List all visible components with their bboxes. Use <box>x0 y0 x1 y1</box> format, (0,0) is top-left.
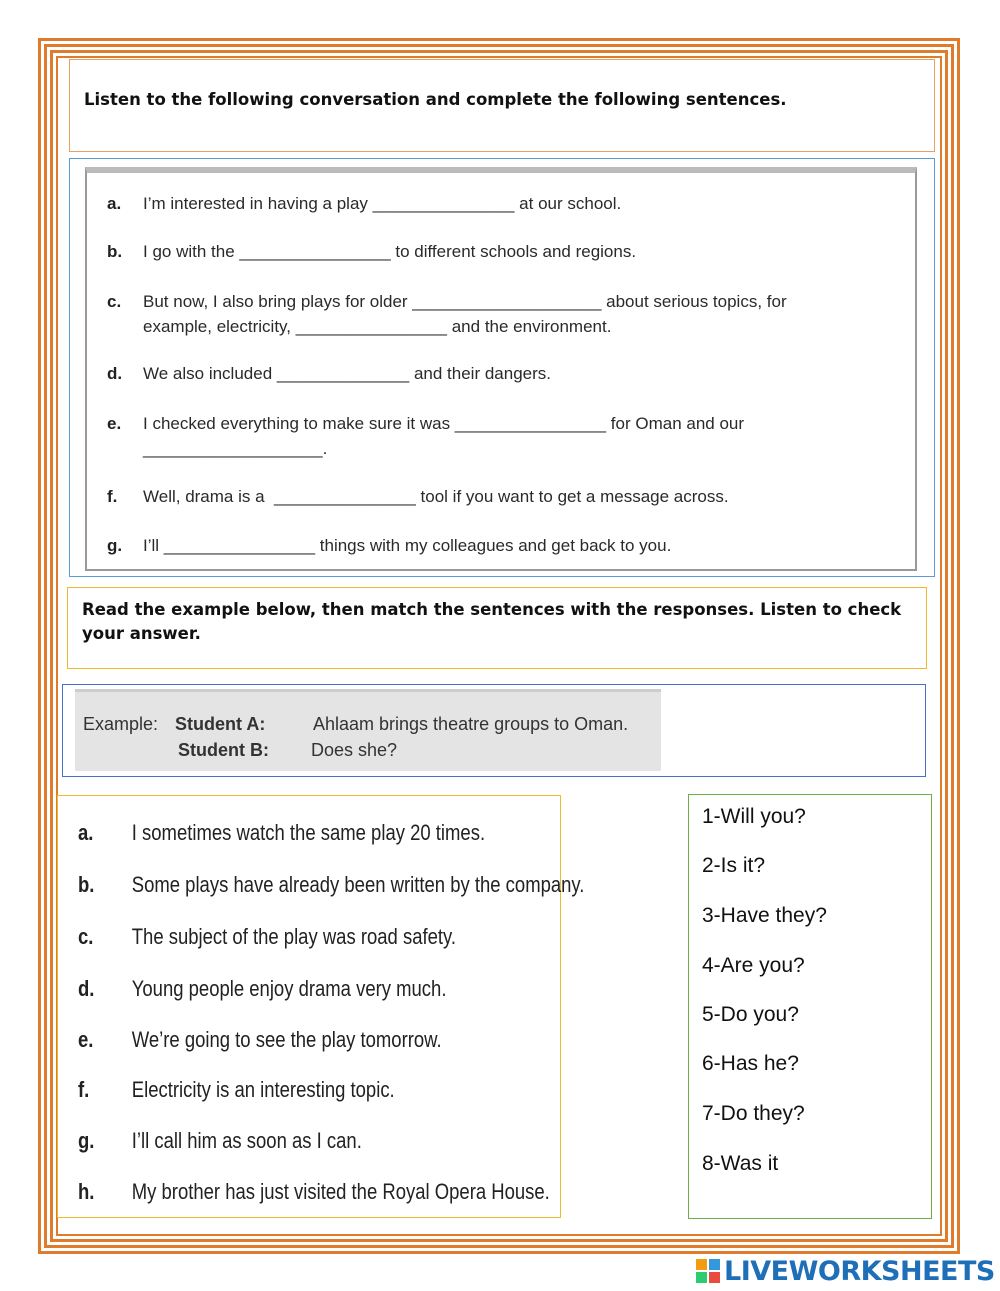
fill-in-item-g <box>107 533 671 558</box>
response-6: 6-Has he? <box>702 1052 799 1075</box>
match-sentence-c <box>78 924 456 950</box>
match-sentence-g <box>78 1128 362 1154</box>
fill-in-item-d <box>107 361 551 386</box>
example-text-b: Does she? <box>311 740 398 760</box>
item-letter: g. <box>107 536 123 555</box>
match-sentence-d <box>78 976 446 1002</box>
example-speaker-a: Student A: <box>175 714 266 734</box>
response-7: 7-Do they? <box>702 1102 805 1125</box>
item-text: I checked everything to make sure it was ________________ for Oman and our <box>143 414 745 433</box>
sentence-letter: d. <box>78 976 95 1001</box>
instruction-part2-text: Read the example below, then match the sentences with the responses. Listen to check your answer. <box>82 600 902 643</box>
item-letter: c. <box>107 292 122 311</box>
instruction-part1 <box>69 59 935 152</box>
fill-in-item-c <box>107 289 787 339</box>
liveworksheets-logo-icon <box>696 1259 720 1283</box>
item-text: I’ll ________________ things with my colleagues and get back to you. <box>143 536 672 555</box>
brand-name: LIVEWORKSHEETS <box>724 1255 995 1287</box>
sentence-letter: c. <box>78 924 94 949</box>
fill-in-item-b <box>107 239 636 264</box>
example-label: Example: <box>83 714 159 734</box>
sentence-text: The subject of the play was road safety. <box>131 924 457 949</box>
match-sentence-b <box>78 872 584 898</box>
sentence-text: Young people enjoy drama very much. <box>131 976 447 1001</box>
match-sentence-e <box>78 1027 442 1053</box>
responses-section <box>688 794 932 1219</box>
match-sentence-h <box>78 1179 550 1205</box>
logo-square <box>709 1259 720 1270</box>
item-text: I’m interested in having a play _______________ at our school. <box>143 194 622 213</box>
logo-square <box>709 1272 720 1283</box>
sentence-text: My brother has just visited the Royal Opera House. <box>131 1179 550 1204</box>
sentence-letter: g. <box>78 1128 95 1153</box>
response-5: 5-Do you? <box>702 1003 799 1026</box>
item-letter: b. <box>107 242 123 261</box>
match-sentence-f <box>78 1077 395 1103</box>
sentence-letter: b. <box>78 872 95 897</box>
response-3: 3-Have they? <box>702 904 827 927</box>
example-speaker-b: Student B: <box>178 740 269 760</box>
match-sentence-a <box>78 820 485 846</box>
sentence-text: We’re going to see the play tomorrow. <box>131 1027 442 1052</box>
instruction-part1-text: Listen to the following conversation and complete the following sentences. <box>84 90 787 109</box>
sentence-text: I’ll call him as soon as I can. <box>131 1128 362 1153</box>
fill-in-item-e <box>107 411 744 461</box>
item-text-line2: ___________________. <box>143 439 328 458</box>
sentence-text: Some plays have already been written by the company. <box>131 872 585 897</box>
item-letter: e. <box>107 414 122 433</box>
item-letter: d. <box>107 364 123 383</box>
logo-square <box>696 1272 707 1283</box>
sentence-letter: e. <box>78 1027 94 1052</box>
liveworksheets-brand <box>696 1254 995 1288</box>
sentence-text: Electricity is an interesting topic. <box>131 1077 395 1102</box>
example-text-a: Ahlaam brings theatre groups to Oman. <box>313 714 629 734</box>
logo-square <box>696 1259 707 1270</box>
sentence-text: I sometimes watch the same play 20 times. <box>131 820 486 845</box>
sentence-letter: a. <box>78 820 94 845</box>
item-letter: f. <box>107 487 118 506</box>
fill-in-section <box>69 158 935 577</box>
sentence-letter: h. <box>78 1179 95 1204</box>
fill-in-item-f <box>107 484 729 509</box>
example-section <box>62 684 926 777</box>
example-panel <box>75 689 661 771</box>
instruction-part2 <box>67 587 927 669</box>
match-sentences-section <box>57 795 585 1218</box>
item-text: But now, I also bring plays for older ____________________ about serious topics, for <box>143 292 787 311</box>
item-text: Well, drama is a _______________ tool if you want to get a message across. <box>143 487 729 506</box>
response-2: 2-Is it? <box>702 854 766 877</box>
item-text-line2: example, electricity, ________________ and the environment. <box>143 317 612 336</box>
fill-in-panel <box>85 167 917 571</box>
fill-in-item-a <box>107 191 621 216</box>
response-1: 1-Will you? <box>702 805 806 828</box>
item-text: We also included ______________ and their dangers. <box>143 364 551 383</box>
item-letter: a. <box>107 194 122 213</box>
item-text: I go with the ________________ to different schools and regions. <box>143 242 637 261</box>
sentence-letter: f. <box>78 1077 90 1102</box>
response-4: 4-Are you? <box>702 954 805 977</box>
response-8: 8-Was it <box>702 1152 779 1175</box>
